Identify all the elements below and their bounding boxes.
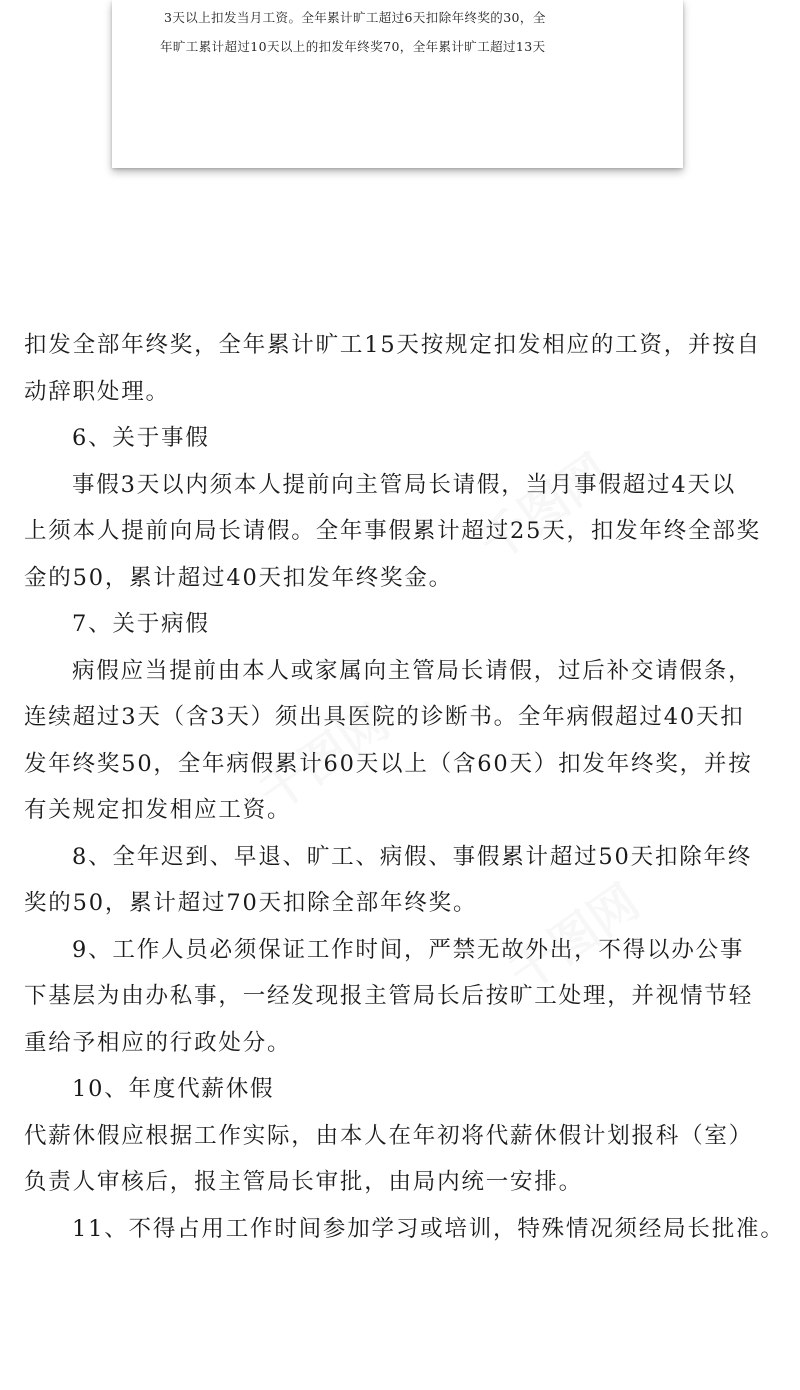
watermark: 千图网 bbox=[249, 693, 400, 823]
section-heading: 10、年度代薪休假 bbox=[72, 1076, 275, 1102]
body-line: 扣发全部年终奖，全年累计旷工15天按规定扣发相应的工资，并按自 bbox=[24, 332, 761, 358]
body-line: 事假3天以内须本人提前向主管局长请假，当月事假超过4天以 bbox=[72, 471, 737, 498]
body-line: 下基层为由办私事，一经发现报主管局长后按旷工处理，并视情节轻 bbox=[24, 983, 754, 1009]
body-line: 8、全年迟到、早退、旷工、病假、事假累计超过50天扣除年终 bbox=[72, 843, 753, 870]
section-heading: 6、关于事假 bbox=[72, 425, 210, 451]
document-body bbox=[0, 322, 800, 1252]
page-preview-line-2: 年旷工累计超过10天以上的扣发年终奖70，全年累计旷工超过13天 bbox=[160, 39, 546, 54]
body-line: 奖的50，累计超过70天扣除全部年终奖。 bbox=[24, 890, 478, 916]
watermark: 千图网 bbox=[469, 443, 620, 573]
body-line: 9、工作人员必须保证工作时间，严禁无故外出，不得以办公事 bbox=[72, 936, 745, 963]
body-line: 11、不得占用工作时间参加学习或培训，特殊情况须经局长批准。 bbox=[72, 1215, 785, 1242]
document-page-preview bbox=[112, 0, 683, 168]
section-heading: 7、关于病假 bbox=[72, 611, 210, 637]
page-preview-line-1: 3天以上扣发当月工资。全年累计旷工超过6天扣除年终奖的30，全 bbox=[164, 10, 546, 25]
body-line: 有关规定扣发相应工资。 bbox=[24, 797, 292, 823]
body-line: 动辞职处理。 bbox=[24, 378, 170, 405]
body-line: 病假应当提前由本人或家属向主管局长请假，过后补交请假条， bbox=[72, 657, 753, 684]
body-line: 连续超过3天（含3天）须出具医院的诊断书。全年病假超过40天扣 bbox=[24, 704, 745, 730]
body-line: 发年终奖50，全年病假累计60天以上（含60天）扣发年终奖，并按 bbox=[24, 750, 753, 777]
body-line: 上须本人提前向局长请假。全年事假累计超过25天，扣发年终全部奖 bbox=[24, 518, 761, 544]
watermark: 千图网 bbox=[499, 873, 650, 1003]
body-line: 负责人审核后，报主管局长审批，由局内统一安排。 bbox=[24, 1169, 583, 1195]
body-line: 金的50，累计超过40天扣发年终奖金。 bbox=[24, 564, 453, 591]
body-line: 代薪休假应根据工作实际，由本人在年初将代薪休假计划报科（室） bbox=[24, 1122, 754, 1149]
body-line: 重给予相应的行政处分。 bbox=[24, 1029, 292, 1056]
